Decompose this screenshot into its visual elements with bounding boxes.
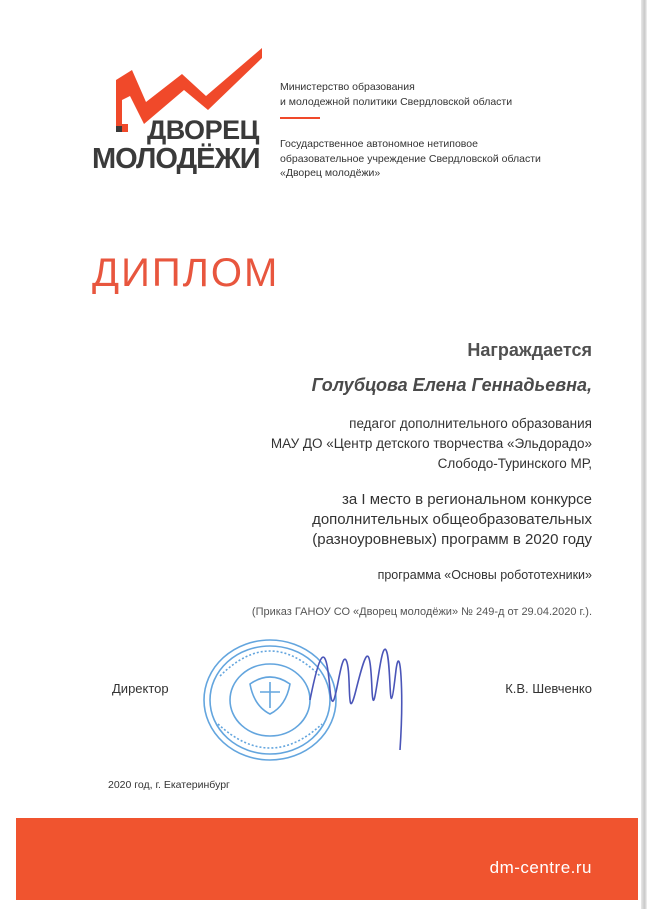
logo-line-2: МОЛОДЁЖИ — [92, 143, 260, 175]
award-reason — [312, 490, 592, 550]
director-label: Директор — [112, 681, 169, 696]
reason-line-1: за I место в региональном конкурсе — [341, 491, 592, 508]
signer-name: К.В. Шевченко — [505, 681, 592, 696]
position-line-3: Слободо-Туринского МР, — [437, 456, 592, 471]
recipient-position — [271, 414, 592, 474]
ministry-line-2: и молодежной политики Свердловской области — [280, 95, 513, 108]
order-reference: (Приказ ГАНОУ СО «Дворец молодёжи» № 249-д от 29.04.2020 г.). — [251, 606, 592, 618]
website-link[interactable]: dm-centre.ru — [489, 858, 592, 877]
position-line-2: МАУ ДО «Центр детского творчества «Эльдорадо» — [270, 436, 592, 451]
divider — [280, 117, 320, 119]
recipient-name: Голубцова Елена Геннадьевна, — [311, 375, 592, 395]
awarded-label: Награждается — [467, 340, 592, 360]
place-date: 2020 год, г. Екатеринбург — [108, 779, 230, 791]
ministry-name — [280, 80, 512, 109]
ministry-line-1: Министерство образования — [280, 81, 415, 93]
reason-line-2: дополнительных общеобразовательных — [312, 511, 592, 528]
institution-line-2: образовательное учреждение Свердловской области — [280, 152, 541, 165]
page-edge — [641, 0, 647, 909]
logo-line-1: ДВОРЕЦ — [147, 115, 259, 145]
position-line-1: педагог дополнительного образования — [349, 416, 592, 431]
institution-line-1: Государственное автономное нетиповое — [280, 138, 478, 150]
institution-line-3: «Дворец молодёжи» — [280, 167, 381, 179]
program-name: программа «Основы робототехники» — [377, 568, 592, 582]
institution-name — [280, 137, 541, 181]
signature-icon — [300, 630, 420, 755]
reason-line-3: (разноуровневых) программ в 2020 году — [312, 531, 592, 548]
diploma-title: ДИПЛОМ — [92, 251, 280, 295]
